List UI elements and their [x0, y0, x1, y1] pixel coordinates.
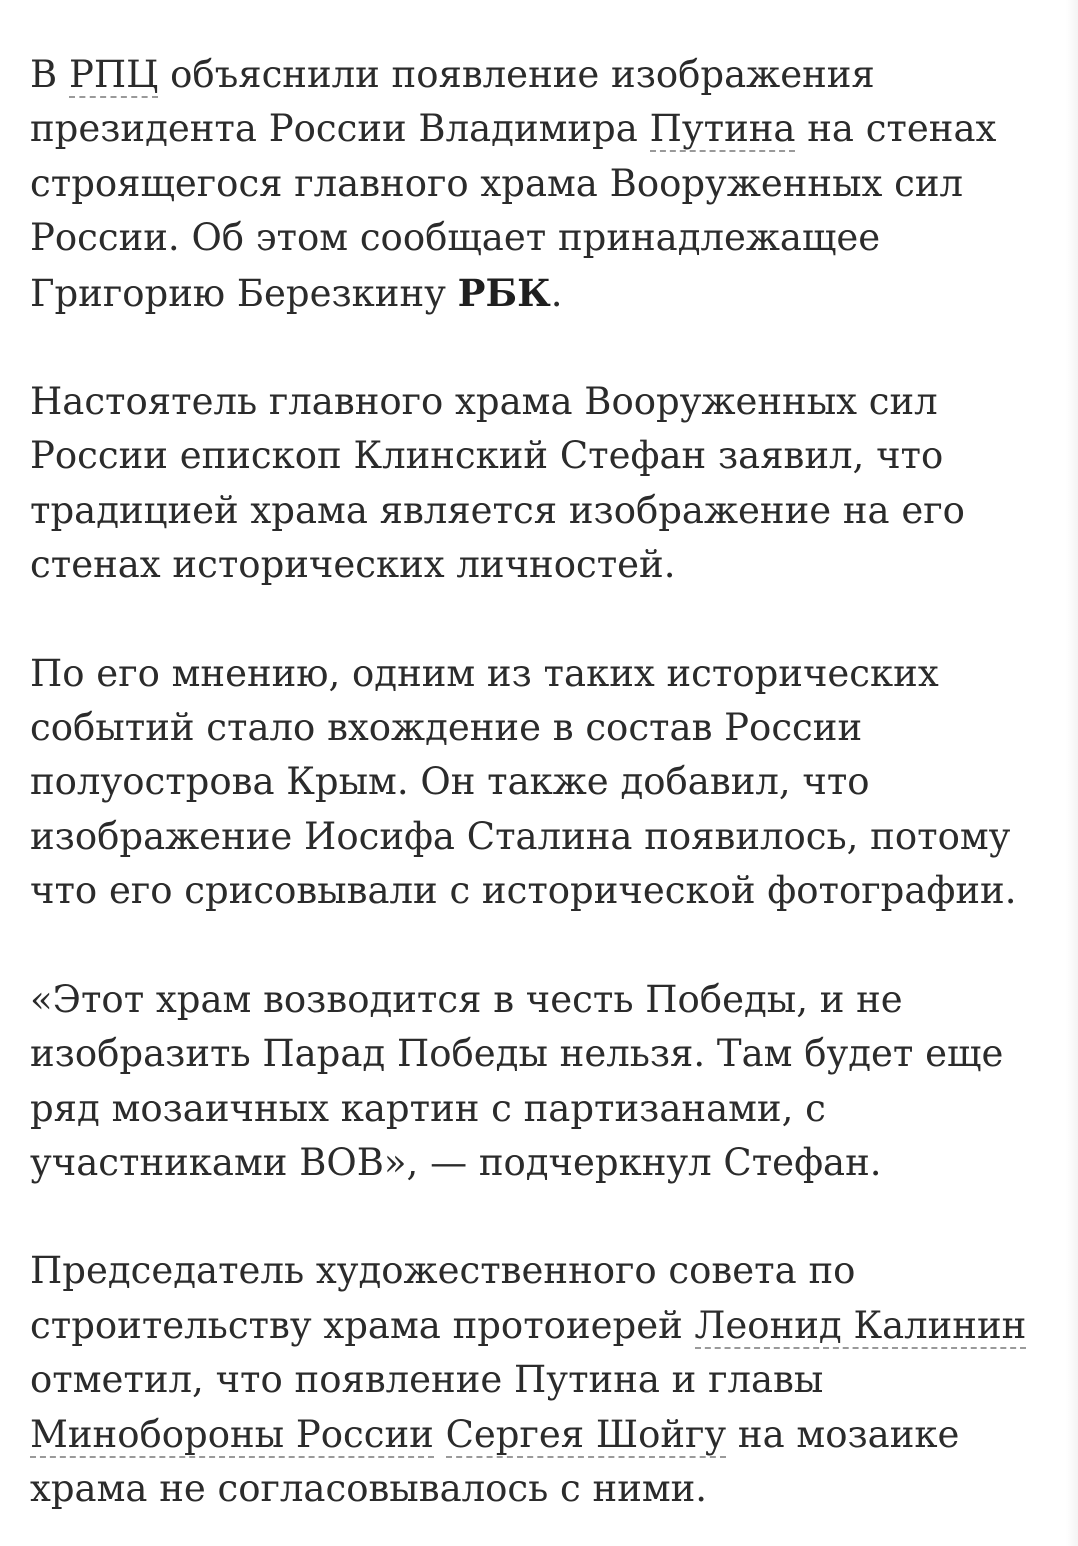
tag-link-kalinin[interactable]: Леонид Калинин	[694, 1303, 1027, 1347]
text: В	[30, 53, 69, 96]
text: на стенах строящегося главного храма Вооруженных сил России. Об этом сообщает принадлежащее Григорию Березкину	[30, 107, 997, 315]
paragraph-2: Настоятель главного храма Вооруженных сил России епископ Клинский Стефан заявил, что традицией храма является изображение на его стенах исторических личностей.	[30, 380, 965, 587]
text: отметил, что появление Путина и главы	[30, 1358, 824, 1402]
tag-link-rpc[interactable]: РПЦ	[68, 53, 159, 96]
text	[434, 1413, 446, 1456]
paragraph-1	[30, 48, 1040, 321]
tag-link-putin[interactable]: Путина	[649, 107, 796, 151]
paragraph-5	[30, 1244, 1040, 1516]
source-name: РБК	[457, 270, 551, 315]
paragraph-3: По его мнению, одним из таких исторических событий стало вхождение в состав России полуострова Крым. Он также добавил, что изображение Иосифа Сталина появилось, потому что его срисовывали с исторической фотографии.	[30, 651, 1017, 913]
text: Председатель художественного совета по строительству храма протоиерей	[30, 1249, 856, 1347]
text: на мозаике храма не согласовывалось с ними.	[30, 1412, 960, 1510]
text: .	[550, 271, 563, 315]
text: объяснили появление изображения президента России Владимира	[30, 53, 875, 151]
tag-link-shoigu[interactable]: Сергея Шойгу	[445, 1412, 727, 1456]
tag-link-mod[interactable]: Минобороны России	[30, 1412, 434, 1456]
page-edge-shadow	[1066, 0, 1078, 1546]
paragraph-4-quote: «Этот храм возводится в честь Победы, и не изобразить Парад Победы нельзя. Там будет еще ряд мозаичных картин с партизанами, с участниками ВОВ», — подчеркнул Стефан.	[30, 977, 1004, 1184]
article-body	[30, 48, 1040, 1516]
